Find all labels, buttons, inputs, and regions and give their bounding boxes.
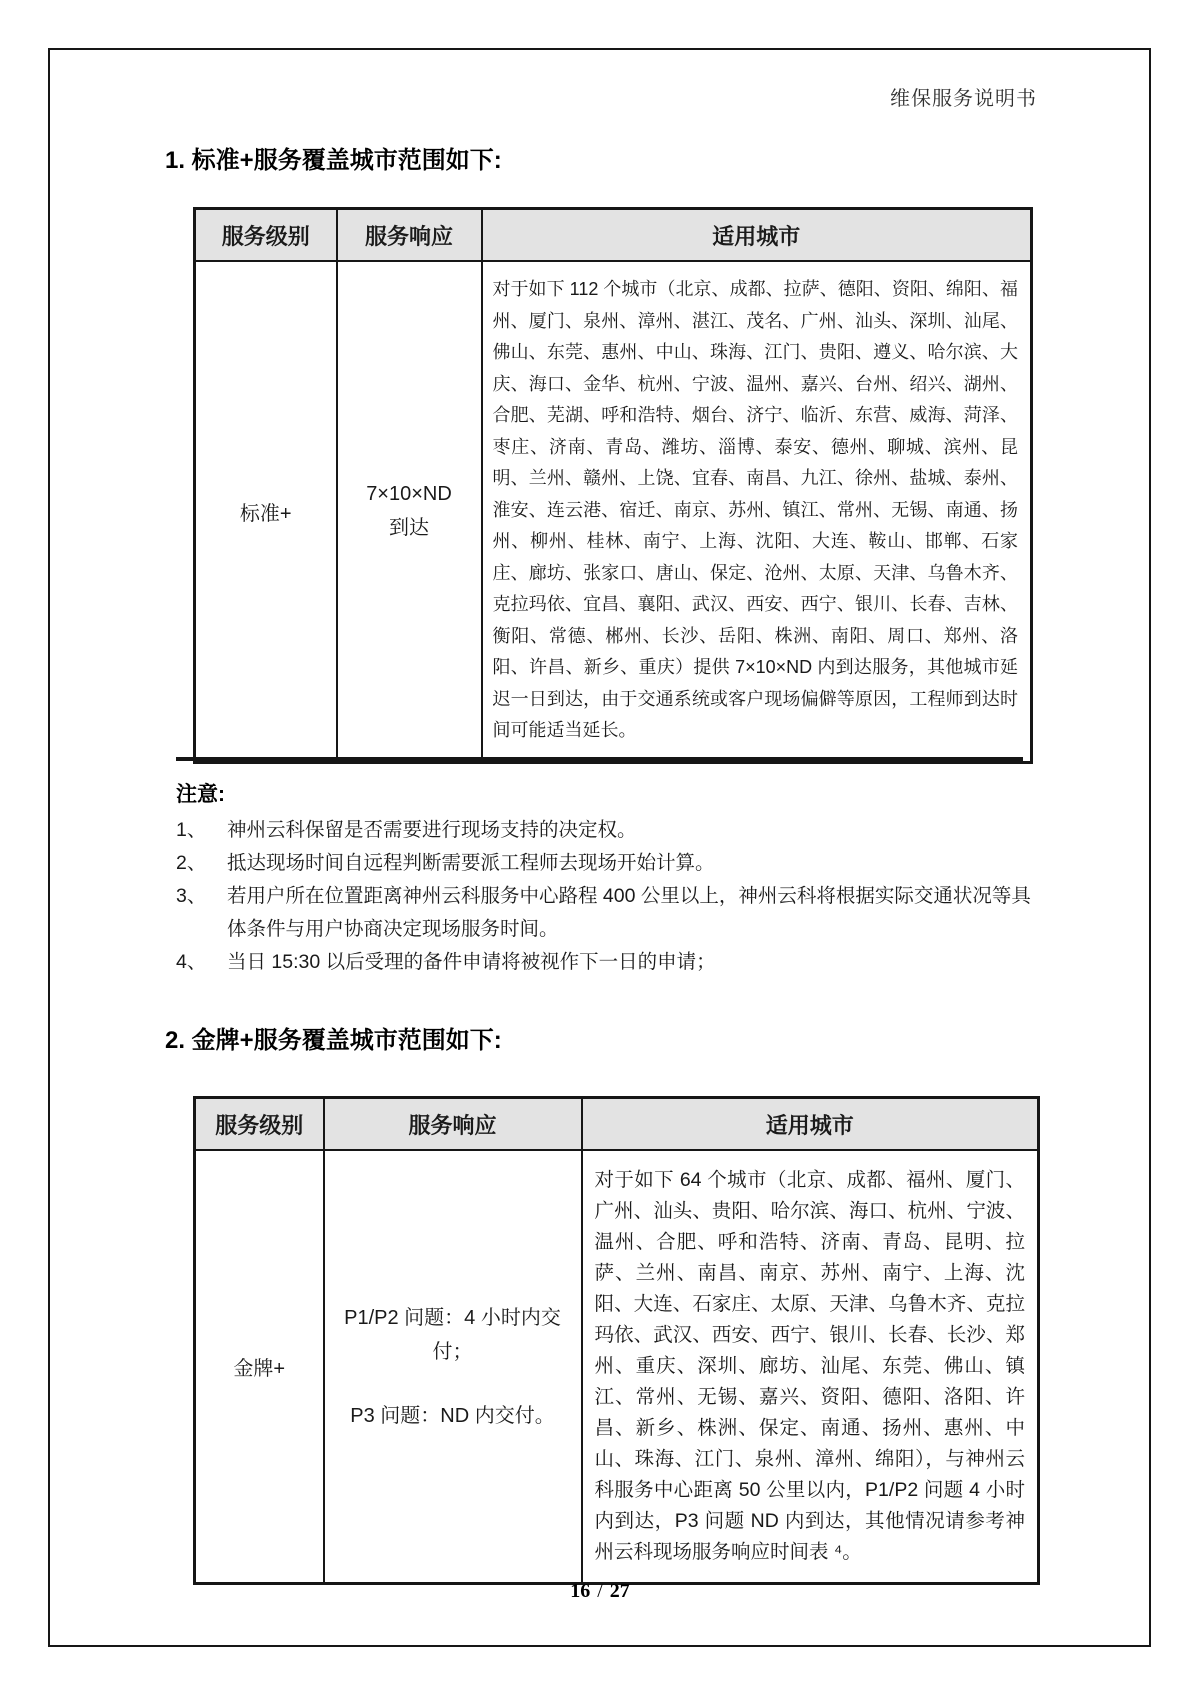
column-header-service-level: 服务级别 — [195, 209, 337, 262]
note-number: 4、 — [176, 951, 207, 973]
page-number-separator: / — [597, 1580, 603, 1602]
gold-plus-coverage-table — [193, 1096, 1040, 1585]
service-level-cell: 金牌+ — [195, 1150, 324, 1584]
note-number: 2、 — [176, 852, 207, 874]
note-number: 1、 — [176, 819, 207, 841]
note-item-1 — [176, 814, 1032, 847]
note-text: 当日 15:30 以后受理的备件申请将被视作下一日的申请； — [227, 951, 716, 973]
document-header-title: 维保服务说明书 — [890, 88, 1037, 110]
column-header-service-response: 服务响应 — [324, 1098, 582, 1151]
standard-plus-coverage-table — [193, 207, 1033, 764]
note-number: 3、 — [176, 885, 207, 907]
response-line2: 到达 — [389, 517, 429, 540]
table-header-row — [195, 1098, 1039, 1151]
column-header-service-response: 服务响应 — [337, 209, 482, 262]
table-row — [195, 1150, 1039, 1584]
applicable-cities-cell: 对于如下 64 个城市（北京、成都、福州、厦门、广州、汕头、贵阳、哈尔滨、海口、杭州、宁波、温州、合肥、呼和浩特、济南、青岛、昆明、拉萨、兰州、南昌、南京、苏州、南宁、上海、沈阳、大连、石家庄、太原、天津、乌鲁木齐、克拉玛依、武汉、西安、西宁、银川、长春、长沙、郑州、重庆、深圳、廊坊、汕尾、东莞、佛山、镇江、常州、无锡、嘉兴、资阳、德阳、洛阳、许昌、新乡、株洲、保定、南通、扬州、惠州、中山、珠海、江门、泉州、漳州、绵阳），与神州云科服务中心距离 50 公里以内，P1/P2 问题 4 小时内到达，P3 问题 ND 内到达，其他情况请参考神州云科现场服务响应时间表 ⁴。 — [582, 1150, 1039, 1584]
note-item-4 — [176, 946, 1032, 979]
response-spacer — [331, 1369, 575, 1399]
notes-list — [176, 814, 1032, 979]
response-line1: 7×10×ND — [366, 483, 452, 506]
column-header-service-level: 服务级别 — [195, 1098, 324, 1151]
section2-heading: 2. 金牌+服务覆盖城市范围如下: — [165, 1027, 502, 1054]
page-total: 27 — [609, 1580, 630, 1602]
response-p1p2: P1/P2 问题：4 小时内交付； — [344, 1306, 561, 1363]
note-item-2 — [176, 847, 1032, 880]
table-row — [195, 261, 1032, 762]
note-text: 若用户所在位置距离神州云科服务中心路程 400 公里以上，神州云科将根据实际交通状况等具体条件与用户协商决定现场服务时间。 — [227, 885, 1031, 940]
notes-title: 注意: — [176, 783, 225, 806]
horizontal-divider — [176, 757, 1023, 761]
service-level-cell: 标准+ — [195, 261, 337, 762]
applicable-cities-cell: 对于如下 112 个城市（北京、成都、拉萨、德阳、资阳、绵阳、福州、厦门、泉州、漳州、湛江、茂名、广州、汕头、深圳、汕尾、佛山、东莞、惠州、中山、珠海、江门、贵阳、遵义、哈尔滨、大庆、海口、金华、杭州、宁波、温州、嘉兴、台州、绍兴、湖州、合肥、芜湖、呼和浩特、烟台、济宁、临沂、东营、威海、菏泽、枣庄、济南、青岛、潍坊、淄博、泰安、德州、聊城、滨州、昆明、兰州、赣州、上饶、宜春、南昌、九江、徐州、盐城、泰州、淮安、连云港、宿迁、南京、苏州、镇江、常州、无锡、南通、扬州、柳州、桂林、南宁、上海、沈阳、大连、鞍山、邯郸、石家庄、廊坊、张家口、唐山、保定、沧州、太原、天津、乌鲁木齐、克拉玛依、宜昌、襄阳、武汉、西安、西宁、银川、长春、吉林、衡阳、常德、郴州、长沙、岳阳、株洲、南阳、周口、郑州、洛阳、许昌、新乡、重庆）提供 7×10×ND 内到达服务，其他城市延迟一日到达，由于交通系统或客户现场偏僻等原因，工程师到达时间可能适当延长。 — [482, 261, 1032, 762]
note-item-3 — [176, 880, 1032, 946]
column-header-applicable-cities: 适用城市 — [482, 209, 1032, 262]
service-response-cell — [324, 1150, 582, 1584]
note-text: 神州云科保留是否需要进行现场支持的决定权。 — [227, 819, 637, 841]
note-text: 抵达现场时间自远程判断需要派工程师去现场开始计算。 — [227, 852, 715, 874]
table-header-row — [195, 209, 1032, 262]
page-footer — [0, 1580, 1200, 1603]
page-number: 16 — [570, 1580, 591, 1602]
response-p3: P3 问题：ND 内交付。 — [350, 1404, 555, 1427]
service-response-cell — [337, 261, 482, 762]
section1-heading: 1. 标准+服务覆盖城市范围如下: — [165, 147, 502, 174]
column-header-applicable-cities: 适用城市 — [582, 1098, 1039, 1151]
